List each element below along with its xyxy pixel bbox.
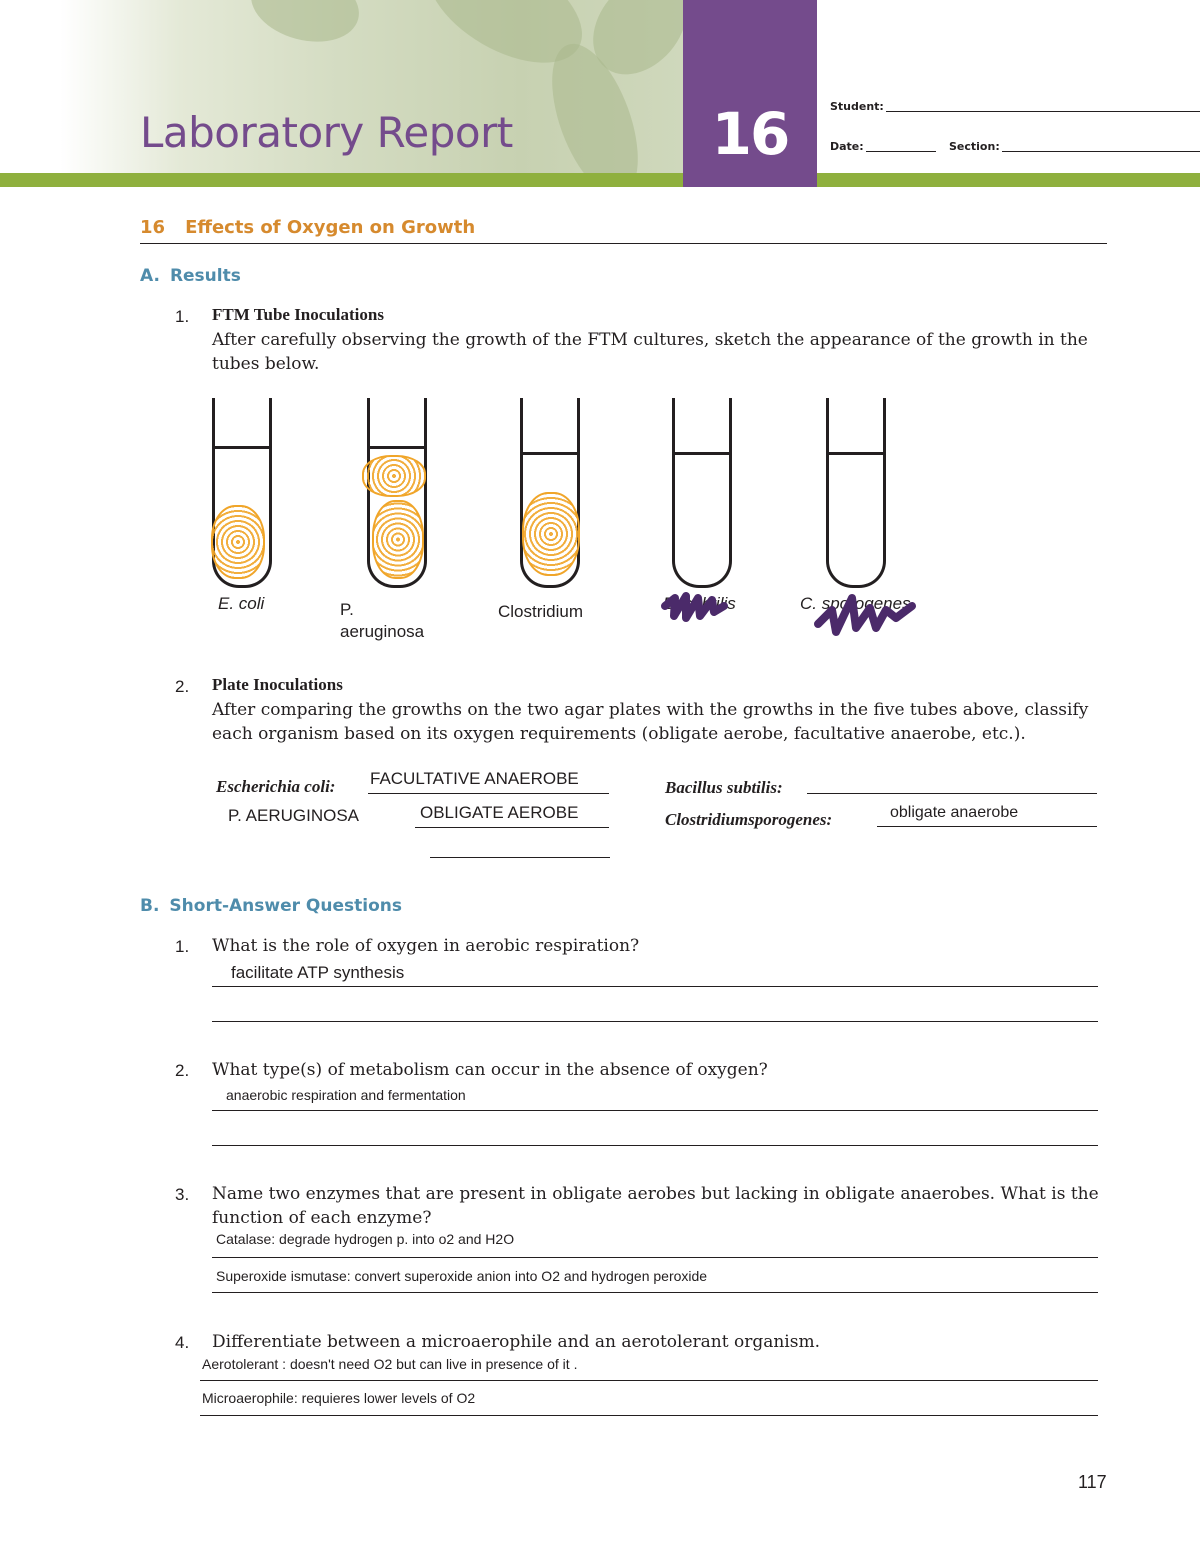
q-b4-answer-line-2 — [200, 1415, 1098, 1416]
q-b1-text: What is the role of oxygen in aerobic respiration? — [212, 936, 640, 956]
q-b3-answer-line-1 — [212, 1257, 1098, 1258]
bacteria-image — [243, 0, 367, 53]
tube-label-paeruginosa-2: aeruginosa — [340, 622, 425, 641]
q-a1-number: 1. — [175, 307, 190, 326]
bsubtilis-answer-line[interactable] — [807, 793, 1097, 794]
page-number: 117 — [1078, 1472, 1107, 1492]
q-b3-answer-2[interactable]: Superoxide ismutase: convert superoxide anion into O2 and hydrogen peroxide — [216, 1268, 708, 1284]
q-b4-text: Differentiate between a microaerophile and an aerotolerant organism. — [212, 1332, 820, 1352]
q-b2-number: 2. — [175, 1061, 190, 1080]
blank-answer-line — [430, 857, 610, 858]
csporogenes-answer-line — [877, 826, 1097, 827]
report-title: Laboratory Report — [140, 108, 513, 157]
q-b4-answer-line-1 — [200, 1380, 1098, 1381]
q-a2-number: 2. — [175, 677, 190, 696]
q-b4-answer-1[interactable]: Aerotolerant : doesn't need O2 but can live in presence of it . — [202, 1356, 578, 1372]
q-a1-text: After carefully observing the growth of the FTM cultures, sketch the appearance of the growth in the tubes below. — [212, 330, 1088, 374]
header-stripe — [0, 173, 1200, 187]
q-b3-text: Name two enzymes that are present in obligate aerobes but lacking in obligate anaerobes. What is the function of each enzyme? — [212, 1184, 1099, 1228]
scribble-mark — [812, 588, 922, 638]
q-b4-answer-2[interactable]: Microaerophile: requieres lower levels of O2 — [202, 1390, 476, 1406]
q-b3-answer-1[interactable]: Catalase: degrade hydrogen p. into o2 and H2O — [216, 1231, 515, 1247]
q-b3-answer-line-2 — [212, 1292, 1098, 1293]
tube-label-bsubtilis: B. subtilis — [663, 594, 736, 613]
csporogenes-answer[interactable]: obligate anaerobe — [890, 804, 1019, 821]
student-label: Student: — [830, 100, 884, 113]
q-a1-title: FTM Tube Inoculations — [212, 305, 384, 324]
exercise-number-box: 16 — [683, 0, 817, 187]
section-title — [140, 217, 475, 238]
tube-label-clostridium: Clostridium — [498, 602, 584, 621]
medium-level — [212, 446, 272, 449]
student-field[interactable] — [886, 111, 1200, 112]
paeruginosa-answer[interactable]: OBLIGATE AEROBE — [420, 803, 579, 822]
growth-sketch — [211, 505, 265, 579]
test-tube — [672, 398, 732, 588]
part-b-letter: B. — [140, 896, 160, 916]
section-label: Section: — [949, 140, 1000, 153]
tube-label-paeruginosa: P. — [340, 600, 354, 619]
scribble-mark — [660, 588, 730, 628]
section-field[interactable] — [1002, 151, 1200, 152]
medium-level — [520, 452, 580, 455]
date-field[interactable] — [866, 151, 936, 152]
q-b2-answer-1[interactable]: anaerobic respiration and fermentation — [226, 1087, 466, 1103]
section-title-text: Effects of Oxygen on Growth — [185, 217, 476, 238]
q-a2-title: Plate Inoculations — [212, 675, 343, 694]
growth-sketch — [362, 455, 426, 497]
q-b4-number: 4. — [175, 1333, 190, 1352]
part-b-title: Short-Answer Questions — [169, 896, 402, 916]
part-a-title: Results — [169, 266, 241, 286]
tube-label-csporogenes: C. sporogenes — [800, 594, 911, 613]
q-b1-answer-line-2[interactable] — [212, 1021, 1098, 1022]
q-a2-text: After comparing the growths on the two agar plates with the growths in the five tubes above, classify each organism based on its oxygen requirements (obligate aerobe, facultative anaerobe, etc.). — [212, 700, 1089, 744]
csporogenes-label: Clostridiumsporogenes: — [665, 810, 833, 829]
tube-label-ecoli: E. coli — [218, 594, 265, 613]
ecoli-answer[interactable]: FACULTATIVE ANAEROBE — [370, 769, 579, 788]
ecoli-answer-line — [368, 793, 609, 794]
paeruginosa-label: P. AERUGINOSA — [228, 806, 360, 825]
medium-level — [672, 452, 732, 455]
header-field-area — [817, 0, 1200, 175]
section-rule — [140, 243, 1107, 244]
part-b-heading — [140, 896, 402, 916]
q-b1-answer-line-1 — [212, 986, 1098, 987]
paeruginosa-answer-line — [415, 827, 609, 828]
ecoli-label: Escherichia coli: — [216, 777, 336, 796]
growth-sketch — [372, 500, 424, 579]
test-tube — [826, 398, 886, 588]
q-b1-number: 1. — [175, 937, 190, 956]
part-a-letter: A. — [140, 266, 160, 286]
part-a-heading — [140, 266, 241, 286]
growth-sketch — [522, 492, 580, 576]
section-number: 16 — [140, 217, 166, 238]
q-b2-text: What type(s) of metabolism can occur in the absence of oxygen? — [212, 1060, 768, 1080]
medium-level — [367, 446, 427, 449]
q-b3-number: 3. — [175, 1185, 190, 1204]
date-label: Date: — [830, 140, 864, 153]
q-b2-answer-line-1 — [212, 1110, 1098, 1111]
q-b2-answer-line-2[interactable] — [212, 1145, 1098, 1146]
q-b1-answer-1[interactable]: facilitate ATP synthesis — [231, 963, 405, 982]
medium-level — [826, 452, 886, 455]
bsubtilis-label: Bacillus subtilis: — [665, 778, 783, 797]
